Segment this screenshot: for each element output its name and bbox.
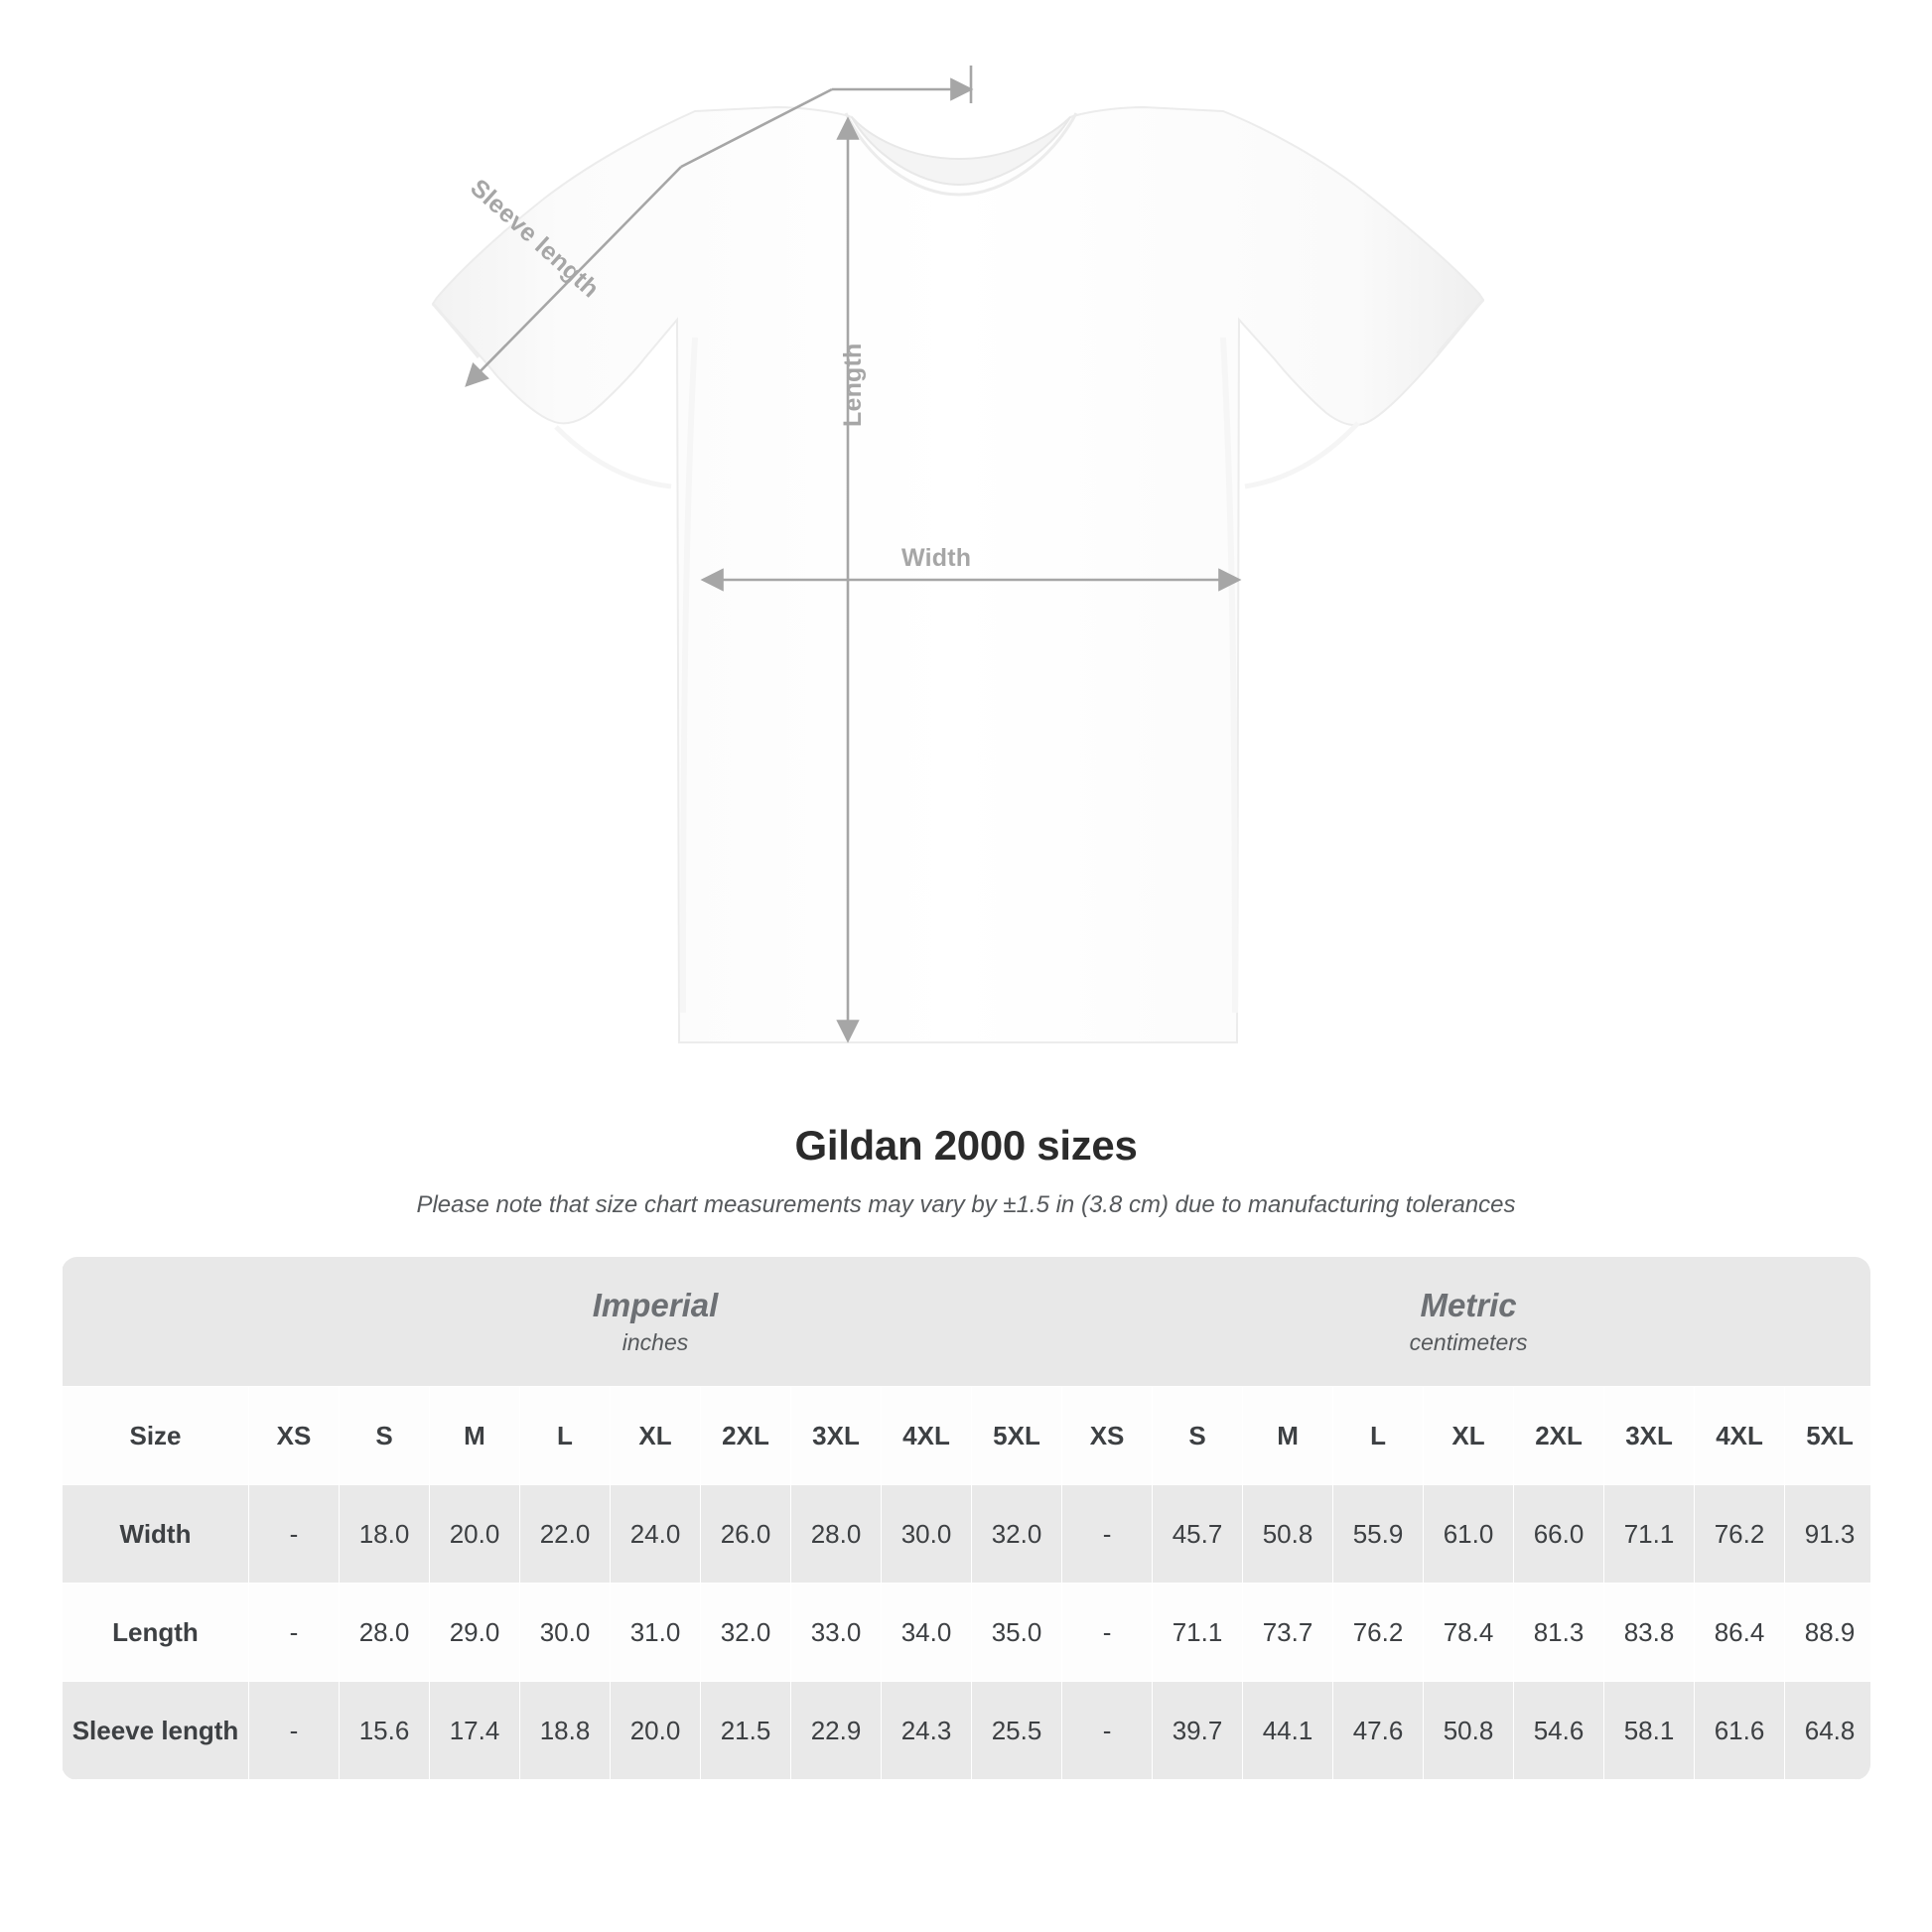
cell-width-imperial-s: 18.0 [340, 1485, 430, 1584]
tolerance-note: Please note that size chart measurements may vary by ±1.5 in (3.8 cm) due to manufacturing tolerances [416, 1191, 1516, 1218]
cell-length-imperial-l: 30.0 [520, 1584, 611, 1682]
size-header-metric-m: M [1243, 1387, 1333, 1485]
cell-width-metric-5xl: 91.3 [1785, 1485, 1870, 1584]
table-row-length [63, 1584, 1871, 1682]
row-label-sleeve-length: Sleeve length [63, 1682, 249, 1780]
unit-header-spacer [63, 1257, 249, 1387]
size-header-imperial-l: L [520, 1387, 611, 1485]
size-header-metric-l: L [1333, 1387, 1424, 1485]
cell-sleeve-metric-2xl: 54.6 [1514, 1682, 1604, 1780]
unit-header-row [63, 1257, 1871, 1387]
unit-header-imperial [249, 1257, 1062, 1387]
width-label: Width [901, 544, 972, 572]
cell-length-metric-xs: - [1062, 1584, 1153, 1682]
size-header-metric-s: S [1153, 1387, 1243, 1485]
cell-length-imperial-xs: - [249, 1584, 340, 1682]
cell-width-imperial-5xl: 32.0 [972, 1485, 1062, 1584]
cell-length-imperial-m: 29.0 [430, 1584, 520, 1682]
cell-sleeve-metric-m: 44.1 [1243, 1682, 1333, 1780]
size-header-row [63, 1387, 1871, 1485]
table-row-width [63, 1485, 1871, 1584]
size-header-metric-xs: XS [1062, 1387, 1153, 1485]
size-header-imperial-5xl: 5XL [972, 1387, 1062, 1485]
cell-width-metric-m: 50.8 [1243, 1485, 1333, 1584]
cell-sleeve-imperial-s: 15.6 [340, 1682, 430, 1780]
row-label-width: Width [63, 1485, 249, 1584]
cell-length-metric-l: 76.2 [1333, 1584, 1424, 1682]
cell-length-metric-xl: 78.4 [1424, 1584, 1514, 1682]
cell-length-imperial-4xl: 34.0 [882, 1584, 972, 1682]
cell-sleeve-imperial-2xl: 21.5 [701, 1682, 791, 1780]
cell-sleeve-metric-3xl: 58.1 [1604, 1682, 1695, 1780]
size-header-metric-3xl: 3XL [1604, 1387, 1695, 1485]
cell-length-imperial-3xl: 33.0 [791, 1584, 882, 1682]
cell-length-metric-2xl: 81.3 [1514, 1584, 1604, 1682]
cell-sleeve-imperial-5xl: 25.5 [972, 1682, 1062, 1780]
cell-sleeve-metric-xs: - [1062, 1682, 1153, 1780]
size-header-metric-xl: XL [1424, 1387, 1514, 1485]
cell-length-imperial-xl: 31.0 [611, 1584, 701, 1682]
unit-name-metric: Metric [1420, 1286, 1517, 1323]
cell-length-metric-m: 73.7 [1243, 1584, 1333, 1682]
cell-width-metric-l: 55.9 [1333, 1485, 1424, 1584]
unit-sub-imperial: inches [621, 1329, 689, 1356]
cell-sleeve-metric-xl: 50.8 [1424, 1682, 1514, 1780]
cell-width-imperial-m: 20.0 [430, 1485, 520, 1584]
size-header-metric-4xl: 4XL [1695, 1387, 1785, 1485]
cell-length-imperial-2xl: 32.0 [701, 1584, 791, 1682]
cell-width-imperial-l: 22.0 [520, 1485, 611, 1584]
length-label: Length [839, 343, 867, 427]
size-header-metric-5xl: 5XL [1785, 1387, 1870, 1485]
size-table [62, 1257, 1870, 1780]
title-block [0, 1122, 1932, 1219]
cell-length-metric-s: 71.1 [1153, 1584, 1243, 1682]
size-header-imperial-xs: XS [249, 1387, 340, 1485]
cell-length-imperial-s: 28.0 [340, 1584, 430, 1682]
unit-header-metric [1062, 1257, 1870, 1387]
cell-width-metric-3xl: 71.1 [1604, 1485, 1695, 1584]
cell-width-metric-2xl: 66.0 [1514, 1485, 1604, 1584]
cell-width-imperial-3xl: 28.0 [791, 1485, 882, 1584]
size-header-imperial-3xl: 3XL [791, 1387, 882, 1485]
size-header-imperial-2xl: 2XL [701, 1387, 791, 1485]
shirt-body-shape [433, 107, 1483, 1042]
cell-length-metric-5xl: 88.9 [1785, 1584, 1870, 1682]
cell-sleeve-imperial-4xl: 24.3 [882, 1682, 972, 1780]
cell-sleeve-metric-l: 47.6 [1333, 1682, 1424, 1780]
row-label-length: Length [63, 1584, 249, 1682]
cell-sleeve-imperial-xl: 20.0 [611, 1682, 701, 1780]
cell-width-metric-4xl: 76.2 [1695, 1485, 1785, 1584]
cell-width-imperial-2xl: 26.0 [701, 1485, 791, 1584]
cell-sleeve-metric-5xl: 64.8 [1785, 1682, 1870, 1780]
cell-length-imperial-5xl: 35.0 [972, 1584, 1062, 1682]
cell-width-metric-s: 45.7 [1153, 1485, 1243, 1584]
cell-sleeve-imperial-l: 18.8 [520, 1682, 611, 1780]
cell-length-metric-3xl: 83.8 [1604, 1584, 1695, 1682]
sleeve-length-label: Sleeve length [465, 174, 605, 304]
cell-width-metric-xl: 61.0 [1424, 1485, 1514, 1584]
cell-width-metric-xs: - [1062, 1485, 1153, 1584]
cell-sleeve-imperial-3xl: 22.9 [791, 1682, 882, 1780]
unit-sub-metric: centimeters [1409, 1329, 1528, 1356]
cell-sleeve-imperial-m: 17.4 [430, 1682, 520, 1780]
cell-width-imperial-xl: 24.0 [611, 1485, 701, 1584]
page-title: Gildan 2000 sizes [794, 1122, 1138, 1169]
size-header-imperial-4xl: 4XL [882, 1387, 972, 1485]
cell-sleeve-imperial-xs: - [249, 1682, 340, 1780]
unit-name-imperial: Imperial [592, 1286, 719, 1323]
cell-width-imperial-4xl: 30.0 [882, 1485, 972, 1584]
table-row-sleeve-length [63, 1682, 1871, 1780]
size-header-imperial-m: M [430, 1387, 520, 1485]
cell-width-imperial-xs: - [249, 1485, 340, 1584]
size-table-wrap [62, 1257, 1870, 1780]
size-header-metric-2xl: 2XL [1514, 1387, 1604, 1485]
cell-sleeve-metric-4xl: 61.6 [1695, 1682, 1785, 1780]
size-header-imperial-s: S [340, 1387, 430, 1485]
size-header-label: Size [63, 1387, 249, 1485]
cell-length-metric-4xl: 86.4 [1695, 1584, 1785, 1682]
cell-sleeve-metric-s: 39.7 [1153, 1682, 1243, 1780]
size-header-imperial-xl: XL [611, 1387, 701, 1485]
